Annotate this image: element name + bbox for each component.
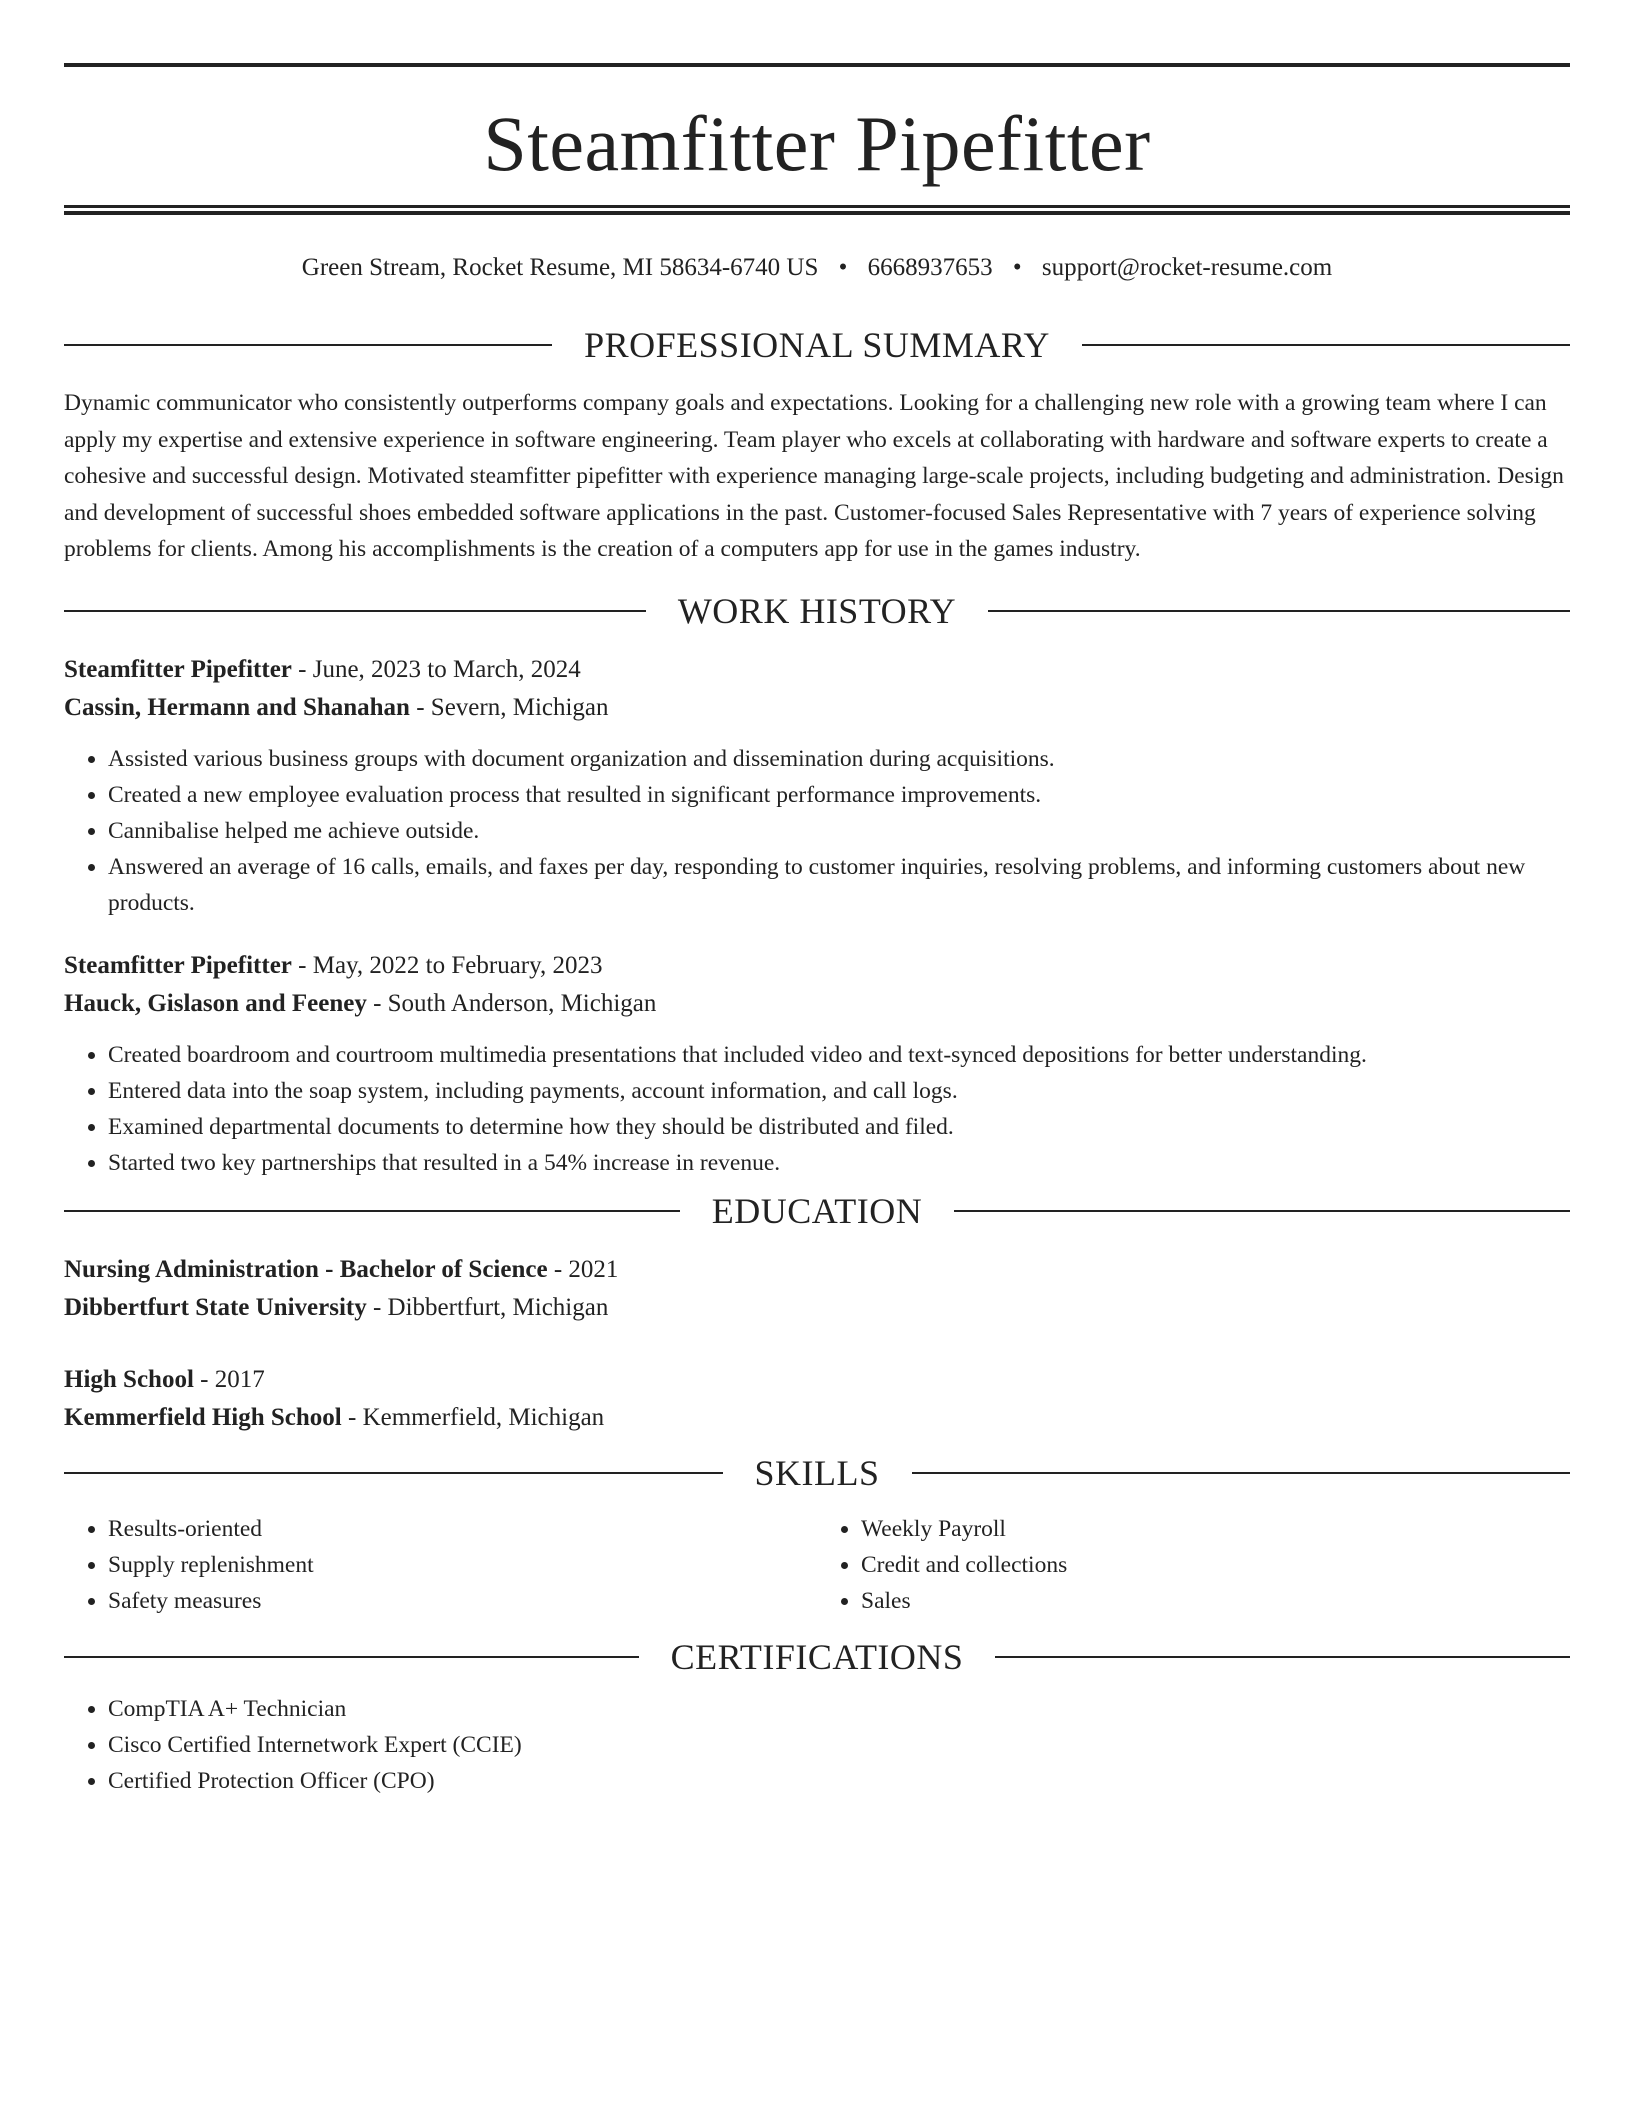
contact-phone: 6668937653: [867, 254, 993, 281]
education-heading: [64, 1191, 1570, 1231]
section-title: PROFESSIONAL SUMMARY: [584, 325, 1050, 365]
section-title: WORK HISTORY: [677, 591, 957, 631]
list-item: • Entered data into the soap system, including payments, account information, and call logs.: [108, 1073, 1570, 1109]
work-history-heading: [64, 591, 1570, 631]
summary-text: Dynamic communicator who consistently outperforms company goals and expectations. Looking for a challenging new role with a growing team where I can apply my expertise and extensive experience in software engineering. Team player who excels at collaborating with hardware and software experts to create a cohesive and successful design. Motivated steamfitter pipefitter with experience managing large-scale projects, including budgeting and administration. Design and development of successful shoes embedded software applications in the past. Customer-focused Sales Representative with 7 years of experience solving problems for clients. Among his accomplishments is the creation of a computers app for use in the games industry.: [64, 390, 1564, 562]
certifications-list: [64, 1691, 1570, 1799]
list-item: • Cannibalise helped me achieve outside.: [108, 813, 1570, 849]
section-title: SKILLS: [754, 1453, 880, 1493]
list-item: • Weekly Payroll: [861, 1511, 1570, 1547]
job-company: Cassin, Hermann and Shanahan: [64, 694, 410, 721]
contact-email: support@rocket-resume.com: [1041, 254, 1333, 281]
heading-rule: [64, 344, 552, 346]
job-bullets: [64, 1037, 1570, 1181]
job-title-line: [64, 947, 1570, 985]
education-year: - 2017: [193, 1366, 265, 1393]
education-location: - Kemmerfield, Michigan: [341, 1404, 605, 1431]
job-company-line: [64, 985, 1570, 1023]
list-item: • Created a new employee evaluation process that resulted in significant performance improvements.: [108, 777, 1570, 813]
education-degree-line: [64, 1361, 1570, 1399]
job-entry: [64, 651, 1570, 921]
job-entry: [64, 947, 1570, 1181]
heading-rule: [954, 1210, 1570, 1212]
education-degree: High School: [64, 1366, 194, 1393]
section-title: EDUCATION: [711, 1191, 923, 1231]
job-title-line: [64, 651, 1570, 689]
heading-rule: [64, 1472, 723, 1474]
resume-page: [64, 63, 1570, 1799]
list-item: • Created boardroom and courtroom multimedia presentations that included video and text-synced depositions for better understanding.: [108, 1037, 1570, 1073]
education-school-line: [64, 1289, 1570, 1327]
education-school-line: [64, 1399, 1570, 1437]
contact-line: [64, 253, 1570, 283]
heading-rule: [1082, 344, 1570, 346]
list-item: • Credit and collections: [861, 1547, 1570, 1583]
education-school: Kemmerfield High School: [64, 1404, 342, 1431]
education-school: Dibbertfurt State University: [64, 1294, 367, 1321]
skills-heading: [64, 1453, 1570, 1493]
heading-rule: [64, 610, 646, 612]
list-item: • Sales: [861, 1583, 1570, 1619]
job-role: Steamfitter Pipefitter: [64, 952, 292, 979]
job-bullets: [64, 741, 1570, 921]
job-company-line: [64, 689, 1570, 727]
list-item: • Safety measures: [108, 1583, 817, 1619]
heading-rule: [912, 1472, 1571, 1474]
skills-column-left: [64, 1511, 817, 1619]
heading-rule: [995, 1656, 1570, 1658]
heading-rule: [988, 610, 1570, 612]
job-company: Hauck, Gislason and Feeney: [64, 990, 367, 1017]
education-degree-line: [64, 1251, 1570, 1289]
candidate-name: Steamfitter Pipefitter: [483, 100, 1151, 187]
list-item: • Supply replenishment: [108, 1547, 817, 1583]
contact-separator: •: [1012, 254, 1022, 281]
header-double-rule: [64, 205, 1570, 215]
contact-address: Green Stream, Rocket Resume, MI 58634-6740 US: [301, 254, 819, 281]
skills-column-right: [817, 1511, 1570, 1619]
list-item: • Assisted various business groups with document organization and dissemination during acquisitions.: [108, 741, 1570, 777]
job-dates: - June, 2023 to March, 2024: [291, 656, 581, 683]
job-dates: - May, 2022 to February, 2023: [291, 952, 603, 979]
header-top-rule: [64, 63, 1570, 67]
list-item: • Results-oriented: [108, 1511, 817, 1547]
list-item: • CompTIA A+ Technician: [108, 1691, 1570, 1727]
education-year: - 2021: [547, 1256, 619, 1283]
list-item: • Cisco Certified Internetwork Expert (CCIE): [108, 1727, 1570, 1763]
skills-list: [64, 1511, 1570, 1619]
summary-heading: [64, 325, 1570, 365]
education-degree: Nursing Administration - Bachelor of Science: [64, 1256, 548, 1283]
list-item: • Started two key partnerships that resulted in a 54% increase in revenue.: [108, 1145, 1570, 1181]
job-role: Steamfitter Pipefitter: [64, 656, 292, 683]
job-location: - Severn, Michigan: [409, 694, 609, 721]
list-item: • Answered an average of 16 calls, emails, and faxes per day, responding to customer inquiries, resolving problems, and informing customers about new products.: [108, 849, 1570, 921]
certifications-heading: [64, 1637, 1570, 1677]
list-item: • Certified Protection Officer (CPO): [108, 1763, 1570, 1799]
education-entry: [64, 1251, 1570, 1327]
heading-rule: [64, 1210, 680, 1212]
education-location: - Dibbertfurt, Michigan: [366, 1294, 609, 1321]
education-entry: [64, 1361, 1570, 1437]
list-item: • Examined departmental documents to determine how they should be distributed and filed.: [108, 1109, 1570, 1145]
heading-rule: [64, 1656, 639, 1658]
section-title: CERTIFICATIONS: [670, 1637, 964, 1677]
job-location: - South Anderson, Michigan: [366, 990, 657, 1017]
contact-separator: •: [838, 254, 848, 281]
